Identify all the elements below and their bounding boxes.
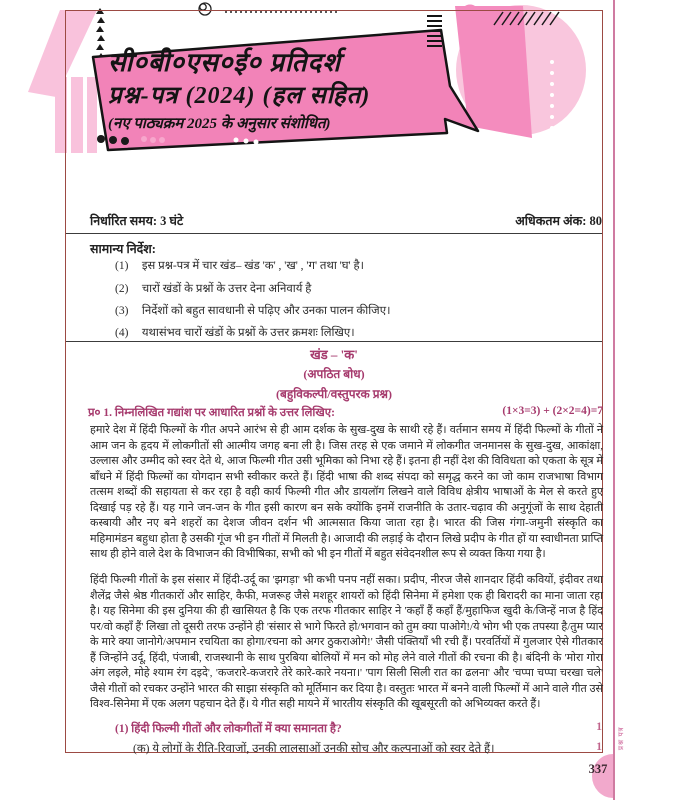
sub-question <box>115 721 342 736</box>
pink-bar <box>87 77 97 153</box>
section-subtitle-type: (बहुविकल्पी/वस्तुपरक प्रश्न) <box>275 387 393 401</box>
pink-bar <box>55 77 67 153</box>
passage-paragraph-1: हमारे देश में हिंदी फिल्मों के गीत अपने आरंभ से ही आम दर्शक के सुख-दुख के साथी रहे हैं। वर्तमान समय में हिंदी फिल्मों के गीतों ने आम जन के हृदय में लोकगीतों सी आत्मीय जगह बना ली है। जिस तरह से एक जमाने में लोकगीत जनमानस के सुख-दुख, आकांक्षा, उल्लास और उम्मीद को स्वर देते थे, आज फिल्मी गीत उसी भूमिका को निभा रहे हैं। इतना ही नहीं देश की विविधता को एकता के सूत्र में बाँधने में हिंदी फिल्मों का योगदान सभी स्वीकार करते हैं। हिंदी भाषा की शब्द संपदा को समृद्ध करने का जो काम राजभाषा विभाग तत्सम शब्दों की सहायता से कर रहा है वही कार्य फिल्मी गीत और डायलॉग लिखने वाले विविध क्षेत्रीय भाषाओं के मेल से करते हुए दिखाई पड़ रहे हैं। यह गाने जन-जन के गीत इसी कारण बन सके क्योंकि इनमें राजनीति के उतार-चढ़ाव की अनुगूंजों के साथ देहाती कस्बायी और नए बने शहरों का देशज जीवन दर्शन भी आत्मसात किया जाता रहा है। भारत की जिस गंगा-जमुनी संस्कृति का महिमामंडन बहुधा होता है उसकी गूंज भी इन गीतों में मिलती है। आजादी की लड़ाई के दौरान लिखे प्रदीप के गीत हों या स्वाधीनता प्राप्ति साथ ही होने वाले देश के विभाजन की विभीषिका, सभी को भी इन गीतों में बहुत संवेदनशील रूप से व्यक्त किया गया है। <box>90 424 603 560</box>
time-allowed-label: निर्धारित समय: 3 घंटे <box>90 214 184 228</box>
margin-line <box>613 0 615 800</box>
question-1-prompt <box>88 405 335 420</box>
sub-question-text: हिंदी फिल्मी गीतों और लोकगीतों में क्या समानता है? <box>131 723 342 735</box>
section-subtitle-reading: (अपठित बोध) <box>303 367 365 381</box>
instruction-text: निर्देशों को बहुत सावधानी से पढ़िए और उनका पालन कीजिए। <box>141 305 391 317</box>
pink-bar <box>71 77 83 153</box>
instruction-item <box>115 325 595 340</box>
spiral-icon <box>199 3 211 15</box>
instruction-item <box>115 258 595 273</box>
section-title: खंड – 'क' <box>310 347 358 362</box>
paper-title-line3: (नए पाठ्यक्रम 2025 के अनुसार संशोधित) <box>108 116 331 132</box>
instruction-item <box>115 281 595 296</box>
sub-question-row <box>115 721 602 736</box>
instruction-number: (1) <box>115 260 129 272</box>
page-number: 337 <box>588 762 608 776</box>
question-1-text: निम्नलिखित गद्यांश पर आधारित प्रश्नों के उत्तर लिखिए: <box>114 407 335 419</box>
instruction-number: (3) <box>115 305 129 317</box>
instruction-text: चारों खंडों के प्रश्नों के उत्तर देना अनिवार्य है <box>141 283 312 295</box>
divider-line <box>66 233 602 234</box>
divider-line <box>66 341 602 342</box>
meta-row <box>90 212 602 229</box>
instruction-number: (2) <box>115 283 129 295</box>
paper-title-block <box>108 46 370 136</box>
answer-option-mark: 1 <box>596 741 602 753</box>
sub-question-number: (1) <box>115 723 129 735</box>
dotted-line-icon <box>225 11 337 13</box>
answer-option <box>133 741 494 756</box>
sub-question-mark: 1 <box>596 721 602 733</box>
question-1-header <box>88 405 603 420</box>
answer-option-text: ये लोगों के रीति-रिवाजों, उनकी लालसाओं उनकी सोच और कल्पनाओं को स्वर देते हैं। <box>152 743 495 755</box>
instruction-number: (4) <box>115 327 129 339</box>
passage-paragraph-2: हिंदी फिल्मी गीतों के इस संसार में हिंदी-उर्दू का 'झगड़ा' भी कभी पनप नहीं सका। प्रदीप, नीरज जैसे शानदार हिंदी कवियों, इंदीवर तथा शैलेंद्र जैसे श्रेष्ठ गीतकारों और साहिर, कैफी, मजरूह जैसे मशहूर शायरों को हिंदी सिनेमा में हमेशा एक ही बिरादरी का माना जाता रहा है। यह सिनेमा की इस दुनिया की ही खासियत है कि एक तरफ गीतकार साहिर ने 'कहाँ हैं कहाँ हैं/मुहाफिज खुदी के/जिन्हें नाज है हिंद पर/वो कहाँ हैं' लिखा तो दूसरी तरफ उन्होंने ही 'संसार से भागे फिरते हो/भगवान को तुम क्या पाओगे!/ये भोग भी एक तपस्या है/तुम प्यार के मारे क्या जानोगे/अपमान रचयिता का होगा/रचना को अगर ठुकराओगे!' जैसी पंक्तियाँ भी रची हैं। परवर्तियों में गुलजार ऐसे गीतकार हैं जिन्होंने उर्दू, हिंदी, पंजाबी, राजस्थानी के साथ पुरबिया बोलियों में मन को मोह लेने वाले गीतों की रचना की है। बंदिनी के 'मोरा गोरा अंग लइले, मोहे श्याम रंग दइदे', 'कजरारे-कजरारे तेरे कारे-कारे नयना।' 'पाग सिली सिली रात का ढलना' और 'चप्पा चप्पा चरखा चले' जैसे गीतों को रचकर उन्होंने भारत की साझा संस्कृति को मूर्तिमान कर दिया है। वस्तुतः भारत में बनने वाली फिल्मों में आने वाले गीत उसे विश्व-सिनेमा में एक अलग पहचान देते हैं। ये गीत सही मायने में भारतीय संस्कृति की खूबसूरती को अभिव्यक्त करते हैं। <box>90 574 603 710</box>
instruction-text: इस प्रश्न-पत्र में चार खंड– खंड 'क' , 'ख' , 'ग' तथा 'घ' है। <box>141 260 364 272</box>
instruction-text: यथासंभव चारों खंडों के प्रश्नों के उत्तर क्रमशः लिखिए। <box>141 327 355 339</box>
paper-title-line2: प्रश्न-पत्र (2024) (हल सहित) <box>108 83 371 109</box>
max-marks-label: अधिकतम अंक: 80 <box>515 214 602 228</box>
question-1-marks: (1×3=3) + (2×2=4)=7 <box>502 405 603 417</box>
instruction-item <box>115 303 595 318</box>
answer-option-number: (क) <box>133 743 150 755</box>
side-tab-label: प्रश्न पत्र <box>617 726 625 750</box>
question-1-label: प्र० 1. <box>88 407 113 419</box>
paper-title-line1: सी०बी०एस०ई० प्रतिदर्श <box>108 48 342 77</box>
instructions-heading: सामान्य निर्देश: <box>90 242 156 256</box>
answer-option-row <box>133 741 602 756</box>
